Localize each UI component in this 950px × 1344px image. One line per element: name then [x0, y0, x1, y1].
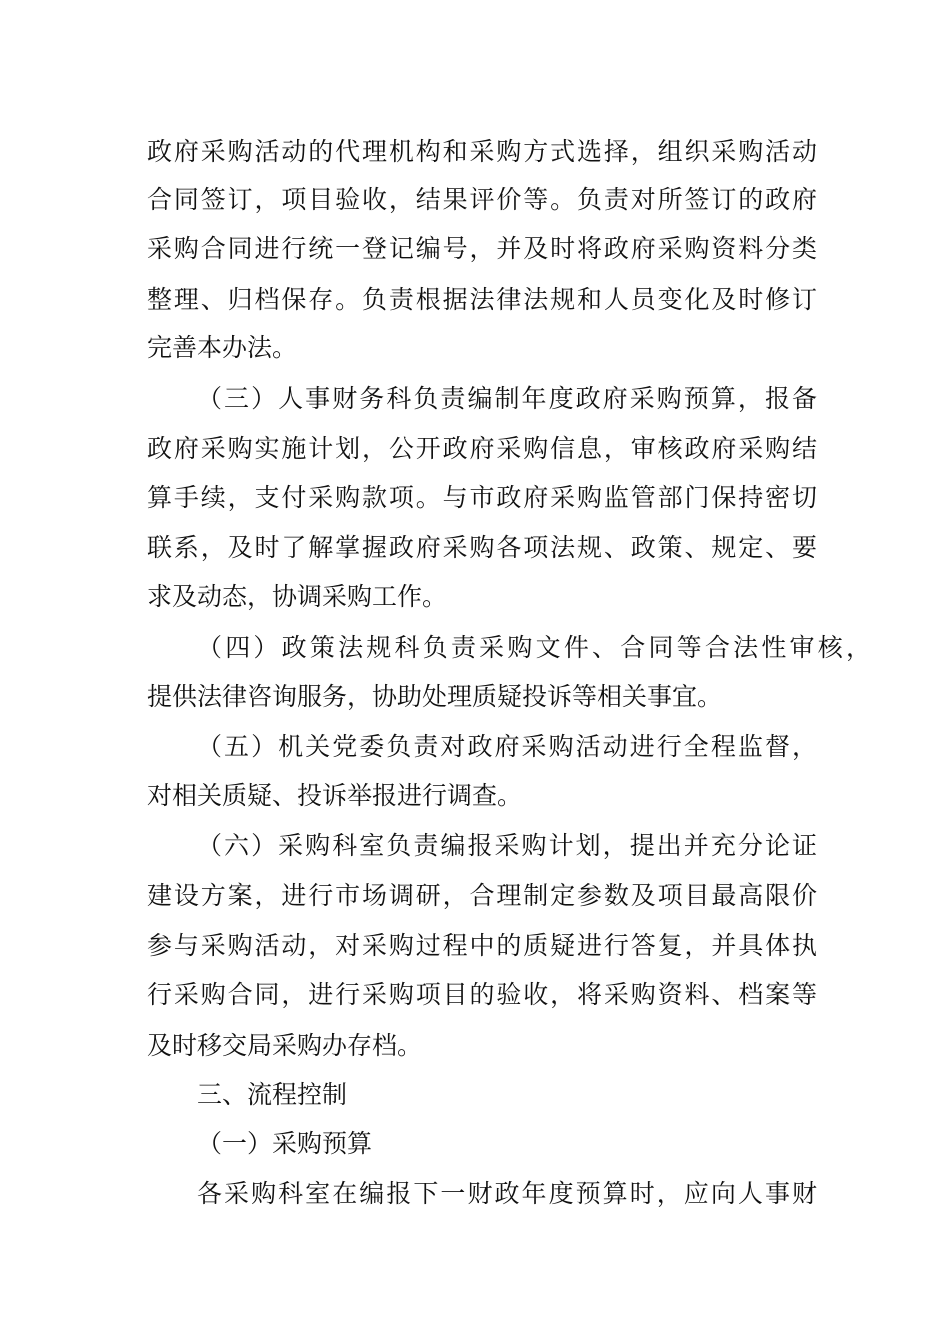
text-line-22: 各采购科室在编报下一财政年度预算时，应向人事财 [197, 1179, 817, 1208]
text-line-5: 完善本办法。 [147, 333, 298, 362]
subsection-heading: （一）采购预算 [197, 1129, 373, 1158]
text-line-9: 联系，及时了解掌握政府采购各项法规、政策、规定、要 [147, 533, 817, 562]
section-heading: 三、流程控制 [197, 1080, 348, 1109]
text-line-13: （五）机关党委负责对政府采购活动进行全程监督， [197, 732, 817, 761]
text-line-14: 对相关质疑、投诉举报进行调查。 [147, 781, 523, 810]
text-line-4: 整理、归档保存。负责根据法律法规和人员变化及时修订 [147, 285, 817, 314]
text-line-18: 行采购合同，进行采购项目的验收，将采购资料、档案等 [147, 980, 817, 1009]
text-line-17: 参与采购活动，对采购过程中的质疑进行答复，并具体执 [147, 931, 817, 960]
text-line-8: 算手续，支付采购款项。与市政府采购监管部门保持密切 [147, 483, 817, 512]
text-line-1: 政府采购活动的代理机构和采购方式选择，组织采购活动 [147, 137, 817, 166]
text-line-3: 采购合同进行统一登记编号，并及时将政府采购资料分类 [147, 234, 817, 263]
text-line-2: 合同签订，项目验收，结果评价等。负责对所签订的政府 [147, 185, 817, 214]
text-line-10: 求及动态，协调采购工作。 [147, 582, 448, 611]
text-line-7: 政府采购实施计划，公开政府采购信息，审核政府采购结 [147, 434, 817, 463]
text-line-12: 提供法律咨询服务，协助处理质疑投诉等相关事宜。 [147, 682, 723, 711]
text-line-16: 建设方案，进行市场调研，合理制定参数及项目最高限价 [147, 881, 817, 910]
text-line-6: （三）人事财务科负责编制年度政府采购预算，报备 [197, 384, 817, 413]
text-line-15: （六）采购科室负责编报采购计划，提出并充分论证 [197, 831, 817, 860]
text-line-19: 及时移交局采购办存档。 [147, 1031, 423, 1060]
text-line-11: （四）政策法规科负责采购文件、合同等合法性审核， [197, 633, 871, 662]
